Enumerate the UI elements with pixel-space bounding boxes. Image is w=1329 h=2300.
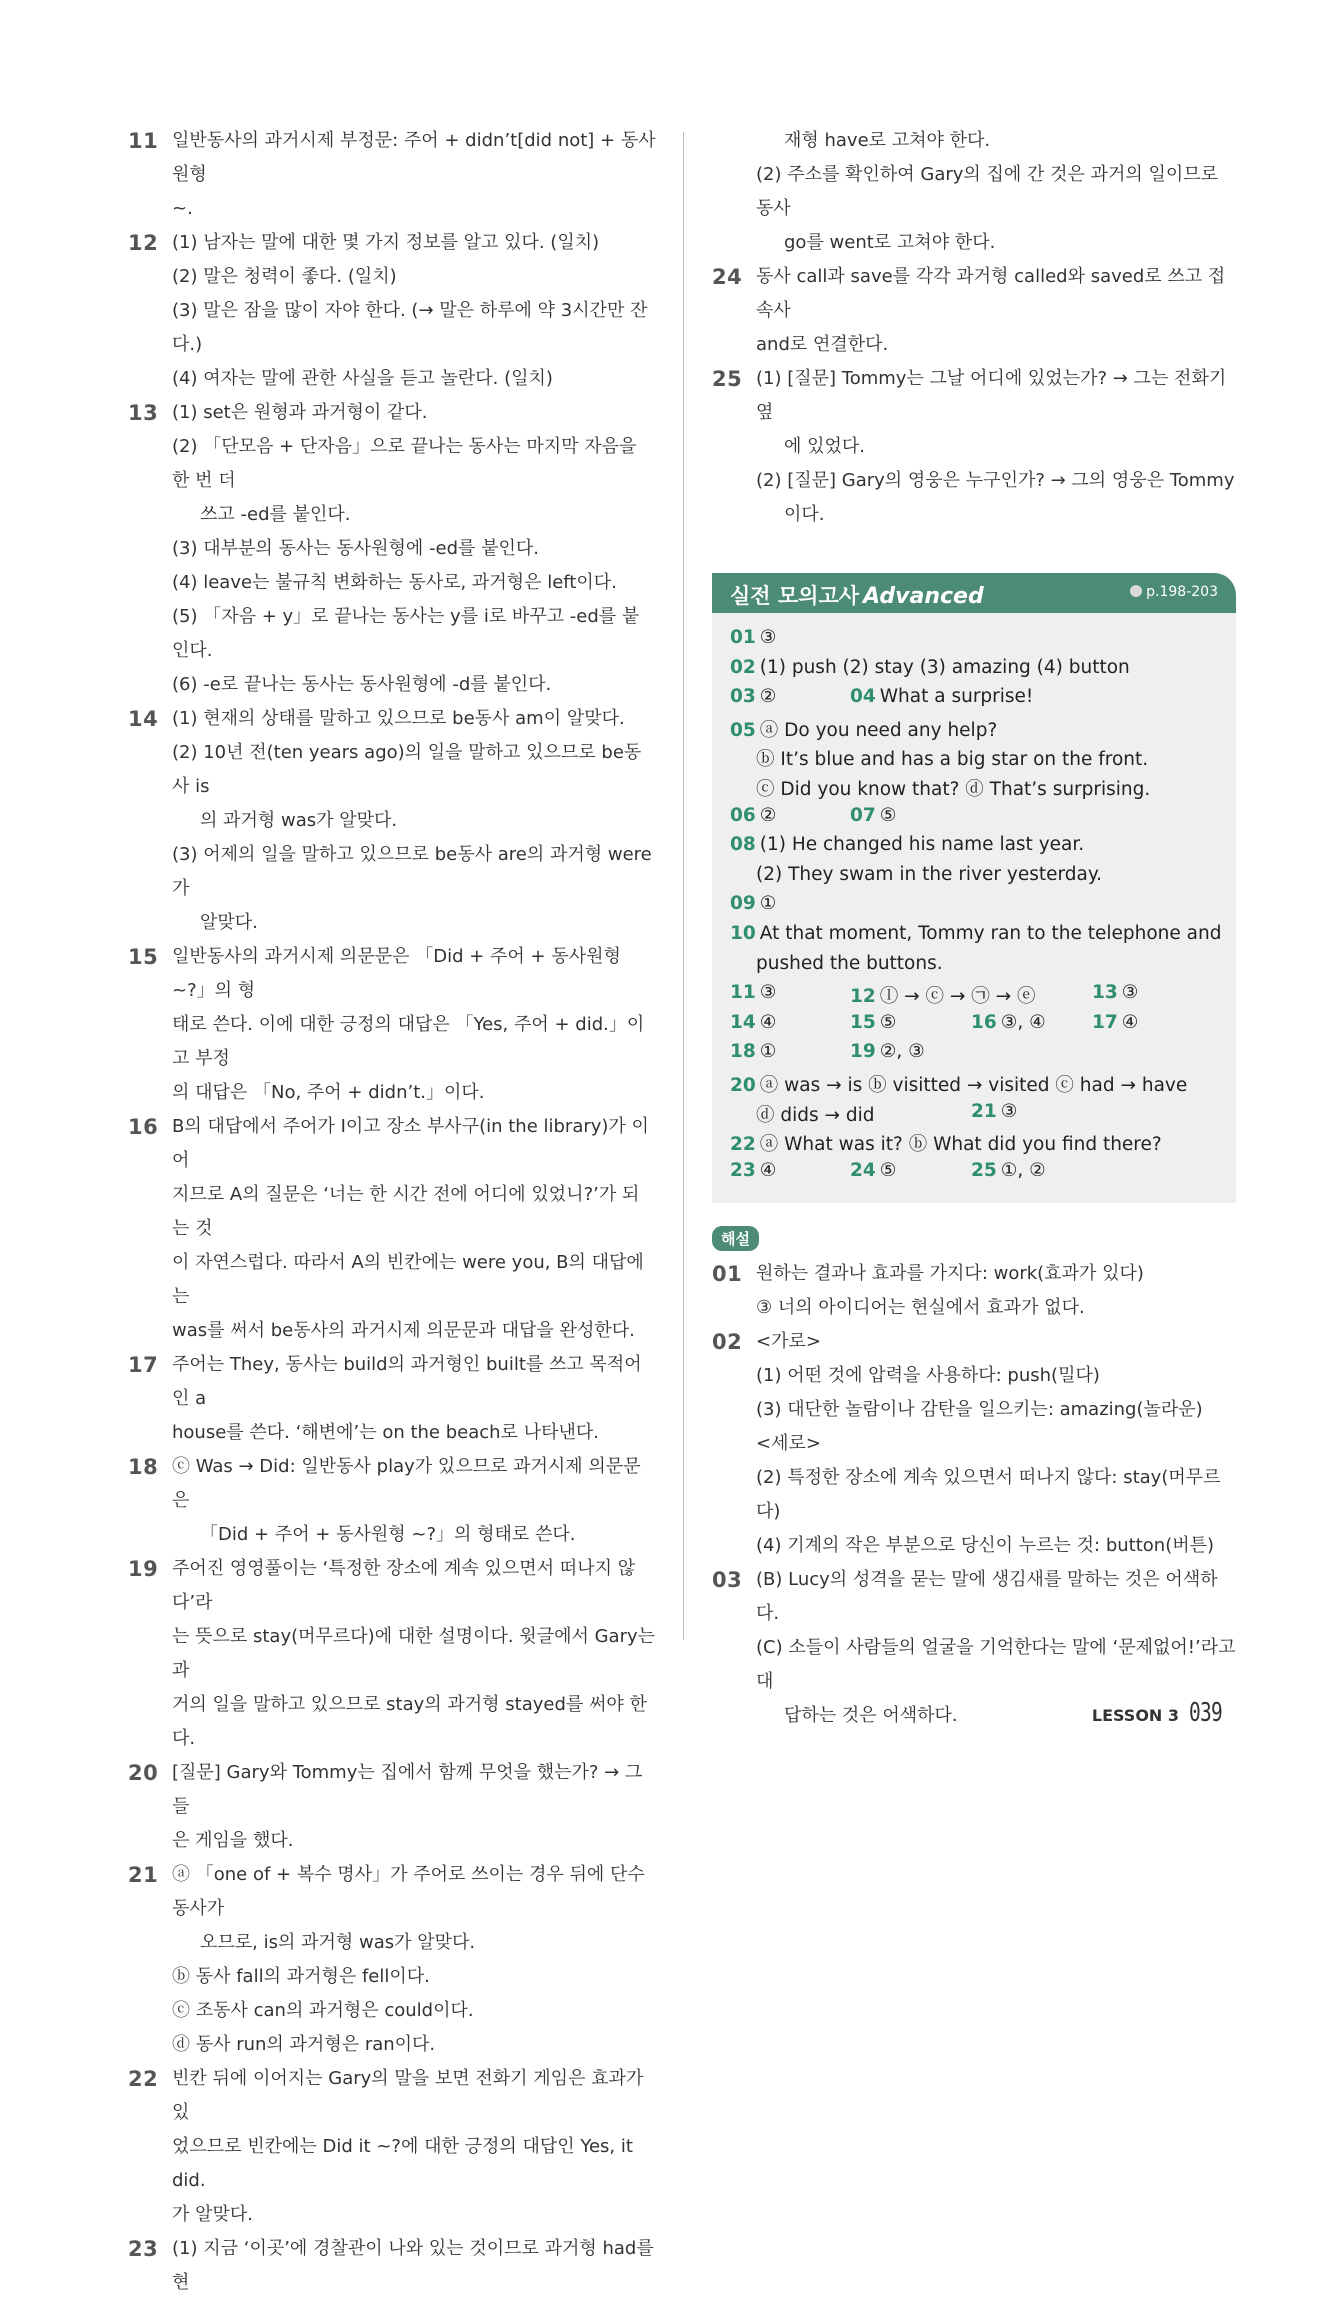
item-text xyxy=(172,1552,656,1756)
answer-cell xyxy=(1092,982,1138,1003)
answer-cell xyxy=(730,834,1084,855)
text-line: (B) Lucy의 성격을 묻는 말에 생김새를 말하는 것은 어색하다. xyxy=(756,1569,1218,1624)
answer-cell xyxy=(850,686,1033,707)
text-line: 의 대답은 「No, 주어 + didn’t.」이다. xyxy=(172,1082,485,1103)
answer-value: ⑤ xyxy=(879,1159,897,1181)
answer-item xyxy=(128,226,656,396)
page-reference xyxy=(1130,584,1218,600)
page-number: 039 xyxy=(1189,1698,1223,1728)
text-line: (4) 여자는 말에 관한 사실을 듣고 놀란다. (일치) xyxy=(172,368,553,389)
answer-cell xyxy=(971,1160,1046,1181)
answer-item xyxy=(712,124,1236,260)
item-text xyxy=(172,940,656,1110)
answer-cell xyxy=(730,1041,776,1062)
answer-value: ⓐ What was it? ⓑ What did you find there? xyxy=(759,1134,1162,1156)
text-line: 일반동사의 과거시제 의문문은 「Did + 주어 + 동사원형 ~?」의 형 xyxy=(172,946,621,1001)
answer-item xyxy=(128,940,656,1110)
explanation-badge: 해설 xyxy=(712,1226,759,1251)
answer-value: What a surprise! xyxy=(879,686,1034,708)
answer-item xyxy=(128,1552,656,1756)
answer-item xyxy=(128,1756,656,1858)
answer-cell xyxy=(850,982,1036,1008)
answer-number: 16 xyxy=(971,1011,997,1033)
text-line: [질문] Gary와 Tommy는 집에서 함께 무엇을 했는가? → 그들 xyxy=(172,1762,643,1817)
text-line: go를 went로 고쳐야 한다. xyxy=(784,232,996,253)
answer-cell xyxy=(850,805,896,826)
answer-item xyxy=(128,702,656,940)
answer-value: ④ xyxy=(759,1159,777,1181)
text-line: 었으므로 빈칸에는 Did it ~?에 대한 긍정의 대답인 Yes, it did. xyxy=(172,2136,633,2191)
text-line: (5) 「자음 + y」로 끝나는 동사는 y를 i로 바꾸고 -ed를 붙인다. xyxy=(172,606,640,661)
item-text xyxy=(172,2232,656,2300)
answer-number: 13 xyxy=(1092,982,1118,1004)
item-text xyxy=(172,1756,656,1858)
answer-number: 17 xyxy=(1092,1011,1118,1033)
item-number: 15 xyxy=(128,945,159,969)
item-text xyxy=(756,1325,1236,1563)
item-number: 17 xyxy=(128,1353,159,1377)
text-line: (2) 「단모음 + 단자음」으로 끝나는 동사는 마지막 자음을 한 번 더 xyxy=(172,436,637,491)
text-line: 의 과거형 was가 알맞다. xyxy=(200,810,398,831)
item-text xyxy=(756,260,1236,362)
answer-item xyxy=(128,1858,656,2062)
text-line: (2) [질문] Gary의 영웅은 누구인가? → 그의 영웅은 Tommy xyxy=(756,470,1235,491)
item-number: 03 xyxy=(712,1568,743,1592)
answer-cell xyxy=(730,982,776,1003)
text-line: house를 쓴다. ‘해변에’는 on the beach로 나타낸다. xyxy=(172,1422,599,1443)
text-line: 가 알맞다. xyxy=(172,2204,253,2225)
answer-cell xyxy=(730,657,1130,678)
item-number: 23 xyxy=(128,2237,159,2261)
text-line: 은 게임을 했다. xyxy=(172,1830,294,1851)
answer-cell xyxy=(756,864,1102,885)
text-line: (3) 말은 잠을 많이 자야 한다. (→ 말은 하루에 약 3시간만 잔다.) xyxy=(172,300,648,355)
item-number: 20 xyxy=(128,1761,159,1785)
item-number: 25 xyxy=(712,367,743,391)
text-line: and로 연결한다. xyxy=(756,334,889,355)
answer-value: ③ xyxy=(1000,1100,1018,1122)
text-line: (2) 말은 청력이 좋다. (일치) xyxy=(172,266,397,287)
item-number: 12 xyxy=(128,231,159,255)
answer-item xyxy=(712,1325,1236,1563)
text-line: (2) 10년 전(ten years ago)의 일을 말하고 있으므로 be동사 is xyxy=(172,742,642,797)
answer-value: ①, ② xyxy=(1000,1159,1046,1181)
answer-value: (1) He changed his name last year. xyxy=(759,834,1085,856)
answer-value: (2) They swam in the river yesterday. xyxy=(756,863,1103,885)
answer-box-title-ko: 실전 모의고사 xyxy=(730,584,860,608)
answer-cell xyxy=(850,1012,896,1033)
answer-cell xyxy=(756,1101,875,1127)
text-line: 동사 call과 save를 각각 과거형 called와 saved로 쓰고 접속사 xyxy=(756,266,1226,321)
answer-number: 08 xyxy=(730,834,756,856)
answer-cell xyxy=(730,923,1221,944)
text-line: <가로> xyxy=(756,1331,821,1352)
text-line: ③ 너의 아이디어는 현실에서 효과가 없다. xyxy=(756,1297,1085,1318)
answer-cell xyxy=(730,1160,776,1181)
answer-value: ⓛ → ⓒ → ㉠ → ⓔ xyxy=(879,986,1036,1008)
answer-value: ② xyxy=(759,686,777,708)
item-number: 02 xyxy=(712,1330,743,1354)
item-number: 19 xyxy=(128,1557,159,1581)
text-line: 지므로 A의 질문은 ‘너는 한 시간 전에 어디에 있었니?’가 되는 것 xyxy=(172,1184,640,1239)
text-line: (1) 지금 ‘이곳’에 경찰관이 나와 있는 것이므로 과거형 had를 현 xyxy=(172,2238,654,2293)
item-number: 01 xyxy=(712,1262,743,1286)
answer-cell xyxy=(971,1012,1046,1033)
item-text xyxy=(172,1450,656,1552)
item-number xyxy=(712,124,756,260)
answer-value: ③ xyxy=(759,627,777,648)
text-line: <세로> xyxy=(756,1433,821,1454)
answer-number: 06 xyxy=(730,804,756,826)
answer-cell xyxy=(730,1071,1187,1097)
column-divider xyxy=(683,132,684,1640)
answer-number: 25 xyxy=(971,1159,997,1181)
text-line: (1) 남자는 말에 대한 몇 가지 정보를 알고 있다. (일치) xyxy=(172,232,600,253)
text-line: 쓰고 -ed를 붙인다. xyxy=(200,504,351,525)
answer-number: 11 xyxy=(730,982,756,1004)
text-line: (2) 주소를 확인하여 Gary의 집에 간 것은 과거의 일이므로 동사 xyxy=(756,164,1219,219)
item-number: 21 xyxy=(128,1863,159,1887)
answer-number: 02 xyxy=(730,656,756,678)
item-number: 16 xyxy=(128,1115,159,1139)
answer-number: 12 xyxy=(850,986,876,1008)
answer-box-title xyxy=(730,580,984,610)
item-text xyxy=(756,1257,1236,1325)
page-reference-text: p.198-203 xyxy=(1146,584,1218,600)
text-line: (2) 특정한 장소에 계속 있으면서 떠나지 않다: stay(머무르다) xyxy=(756,1467,1221,1522)
item-text xyxy=(756,362,1236,532)
answer-value: ③, ④ xyxy=(1000,1011,1046,1033)
answer-item xyxy=(128,1110,656,1348)
answer-number: 01 xyxy=(730,627,756,648)
answer-number: 15 xyxy=(850,1011,876,1033)
text-line: (1) [질문] Tommy는 그날 어디에 있었는가? → 그는 전화기 옆 xyxy=(756,368,1227,423)
item-number: 14 xyxy=(128,707,159,731)
answer-number: 10 xyxy=(730,923,756,944)
page-footer xyxy=(1092,1698,1233,1728)
item-text xyxy=(172,396,656,702)
text-line: 는 뜻으로 stay(머무르다)에 대한 설명이다. 윗글에서 Gary는 과 xyxy=(172,1626,656,1681)
text-line: ⓒ Was → Did: 일반동사 play가 있으므로 과거시제 의문문은 xyxy=(172,1456,641,1511)
item-text xyxy=(172,1348,656,1450)
answer-item xyxy=(712,362,1236,532)
answer-cell xyxy=(730,1130,1162,1156)
answer-cell xyxy=(850,1041,925,1062)
text-line: 이 자연스럽다. 따라서 A의 빈칸에는 were you, B의 대답에는 xyxy=(172,1252,644,1307)
answer-item xyxy=(128,1348,656,1450)
answer-value: ⓐ was → is ⓑ visitted → visited ⓒ had → have xyxy=(759,1075,1188,1096)
lesson-label: LESSON 3 xyxy=(1091,1706,1180,1725)
item-number: 18 xyxy=(128,1455,159,1479)
answer-value: pushed the buttons. xyxy=(756,952,943,974)
text-line: ⓐ 「one of + 복수 명사」가 주어로 쓰이는 경우 뒤에 단수 동사가 xyxy=(172,1864,645,1919)
answer-number: 09 xyxy=(730,893,756,915)
text-line: 「Did + 주어 + 동사원형 ~?」의 형태로 쓴다. xyxy=(200,1524,576,1545)
text-line: 에 있었다. xyxy=(784,436,865,457)
text-line: 주어진 영영풀이는 ‘특정한 장소에 계속 있으면서 떠나지 않다’라 xyxy=(172,1558,636,1613)
answer-item xyxy=(128,2062,656,2232)
text-line: (3) 대단한 놀람이나 감탄을 일으키는: amazing(놀라운) xyxy=(756,1399,1203,1420)
text-line: ~. xyxy=(172,198,193,219)
answer-cell xyxy=(730,1012,776,1033)
answer-value: ⑤ xyxy=(879,1011,897,1033)
answer-number: 04 xyxy=(850,686,876,708)
answer-value: ① xyxy=(759,893,777,915)
item-text xyxy=(172,702,656,940)
text-line: (C) 소들이 사람들의 얼굴을 기억한다는 말에 ‘문제없어!’라고 대 xyxy=(756,1637,1236,1692)
answer-cell xyxy=(971,1101,1017,1122)
answer-number: 20 xyxy=(730,1075,756,1096)
answer-number: 03 xyxy=(730,686,756,708)
answer-cell xyxy=(730,805,776,826)
answer-value: ⓓ dids → did xyxy=(756,1104,875,1126)
answer-value: ④ xyxy=(759,1011,777,1033)
item-number: 13 xyxy=(128,401,159,425)
answer-item xyxy=(128,2232,656,2300)
text-line: 답하는 것은 어색하다. xyxy=(784,1705,958,1726)
answer-number: 05 xyxy=(730,719,756,741)
answer-item xyxy=(128,396,656,702)
answer-value: ⓐ Do you need any help? xyxy=(759,719,998,741)
item-text xyxy=(172,2062,656,2232)
text-line: (6) -e로 끝나는 동사는 동사원형에 -d를 붙인다. xyxy=(172,674,552,695)
answer-item xyxy=(128,124,656,226)
text-line: (1) 어떤 것에 압력을 사용하다: push(밀다) xyxy=(756,1365,1100,1386)
item-text xyxy=(172,1858,656,2062)
answer-cell xyxy=(730,627,776,648)
text-line: ⓓ 동사 run의 과거형은 ran이다. xyxy=(172,2034,436,2055)
answer-number: 18 xyxy=(730,1041,756,1063)
item-text xyxy=(756,124,1236,260)
item-number: 22 xyxy=(128,2067,159,2091)
text-line: 태로 쓴다. 이에 대한 긍정의 대답은 「Yes, 주어 + did.」이고 부정 xyxy=(172,1014,645,1069)
answer-cell xyxy=(730,686,776,707)
explanation-list xyxy=(712,1257,1236,1733)
answer-number: 22 xyxy=(730,1134,756,1156)
text-line: ⓒ 조동사 can의 과거형은 could이다. xyxy=(172,2000,474,2021)
answer-item xyxy=(712,260,1236,362)
answer-value: ②, ③ xyxy=(879,1041,925,1063)
text-line: 오므로, is의 과거형 was가 알맞다. xyxy=(200,1932,476,1953)
item-number: 24 xyxy=(712,265,743,289)
text-line: 원하는 결과나 효과를 가지다: work(효과가 있다) xyxy=(756,1263,1144,1284)
answer-value: At that moment, Tommy ran to the telephone and xyxy=(759,923,1222,944)
answer-value: ⓑ It’s blue and has a big star on the front. xyxy=(756,749,1149,771)
item-text xyxy=(172,226,656,396)
answer-cell xyxy=(756,953,943,974)
answer-number: 07 xyxy=(850,804,876,826)
arrow-circle-icon xyxy=(1130,585,1142,597)
text-line: (4) leave는 불규칙 변화하는 동사로, 과거형은 left이다. xyxy=(172,572,617,593)
item-text xyxy=(172,1110,656,1348)
text-line: (3) 어제의 일을 말하고 있으므로 be동사 are의 과거형 were가 xyxy=(172,844,652,899)
answer-value: (1) push (2) stay (3) amazing (4) button xyxy=(759,656,1130,678)
answer-number: 19 xyxy=(850,1041,876,1063)
text-line: ⓑ 동사 fall의 과거형은 fell이다. xyxy=(172,1966,430,1987)
answer-number: 14 xyxy=(730,1011,756,1033)
answer-box-header xyxy=(712,573,1236,613)
text-line: 주어는 They, 동사는 build의 과거형인 built를 쓰고 목적어인 a xyxy=(172,1354,642,1409)
item-number: 11 xyxy=(128,129,159,153)
left-column xyxy=(128,124,656,2300)
text-line: 일반동사의 과거시제 부정문: 주어 + didn’t[did not] + 동사원형 xyxy=(172,130,656,185)
answer-cell xyxy=(756,775,1150,801)
answer-value: ⓒ Did you know that? ⓓ That’s surprising. xyxy=(756,779,1151,800)
answer-value: ④ xyxy=(1121,1011,1139,1033)
text-line: (4) 기계의 작은 부분으로 당신이 누르는 것: button(버튼) xyxy=(756,1535,1215,1556)
answer-box xyxy=(712,613,1236,1203)
text-line: was를 써서 be동사의 과거시제 의문문과 대답을 완성한다. xyxy=(172,1320,635,1341)
text-line: 알맞다. xyxy=(200,912,258,933)
text-line: 재형 have로 고쳐야 한다. xyxy=(784,130,991,151)
answer-number: 24 xyxy=(850,1159,876,1181)
answer-value: ① xyxy=(759,1041,777,1063)
text-line: (1) 현재의 상태를 말하고 있으므로 be동사 am이 알맞다. xyxy=(172,708,625,729)
answer-cell xyxy=(1092,1012,1138,1033)
answer-cell xyxy=(730,893,776,914)
answer-number: 23 xyxy=(730,1159,756,1181)
answer-cell xyxy=(850,1160,896,1181)
answer-box-title-en: Advanced xyxy=(863,584,984,609)
answer-number: 21 xyxy=(971,1100,997,1122)
text-line: 이다. xyxy=(784,504,825,525)
answer-value: ② xyxy=(759,804,777,826)
answer-value: ⑤ xyxy=(879,804,897,826)
answer-value: ③ xyxy=(759,982,777,1004)
text-line: 빈칸 뒤에 이어지는 Gary의 말을 보면 전화기 게임은 효과가 있 xyxy=(172,2068,644,2123)
answer-cell xyxy=(756,745,1148,771)
text-line: 거의 일을 말하고 있으므로 stay의 과거형 stayed를 써야 한다. xyxy=(172,1694,647,1749)
text-line: (1) set은 원형과 과거형이 같다. xyxy=(172,402,428,423)
answer-cell xyxy=(730,716,997,742)
answer-item xyxy=(712,1257,1236,1325)
right-column xyxy=(712,124,1236,532)
text-line: B의 대답에서 주어가 I이고 장소 부사구(in the library)가 이어 xyxy=(172,1116,649,1171)
text-line: (3) 대부분의 동사는 동사원형에 -ed를 붙인다. xyxy=(172,538,540,559)
answer-item xyxy=(128,1450,656,1552)
item-text xyxy=(172,124,656,226)
answer-value: ③ xyxy=(1121,982,1139,1004)
